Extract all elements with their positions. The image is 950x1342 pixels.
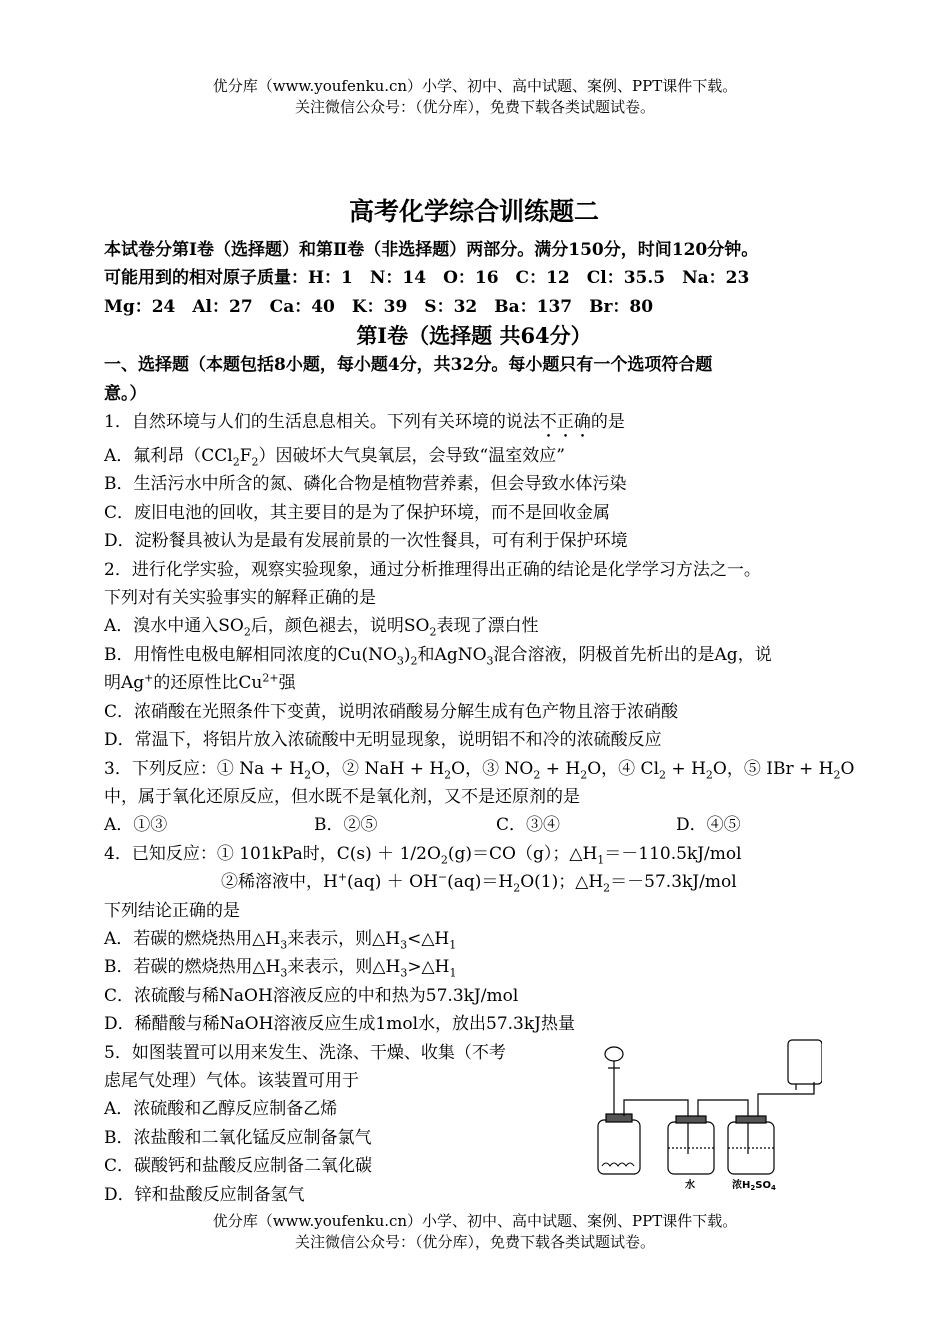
q1-option-b: B．生活污水中所含的氮、磷化合物是植物营养素，但会导致水体污染 — [104, 474, 627, 495]
q1-option-d: D．淀粉餐具被认为是最有发展前景的一次性餐具，可有利于保护环境 — [104, 531, 628, 552]
section-title: 第Ⅰ卷（选择题 共64分） — [356, 323, 592, 349]
q1-option-a: A．氟利昂$(CCl_2F_2)$因破坏大气臭氧层，会导致“温室效应” — [104, 446, 565, 469]
q1-stem: 1．自然环境与人们的生活息息相关。下列有关环境的说法不正确的是 — [104, 412, 625, 433]
q4-option-d: D．稀醋酸与稀NaOH溶液反应生成1mol水，放出57.3kJ热量 — [104, 1014, 575, 1035]
q4-stem-3: 下列结论正确的是 — [104, 900, 240, 921]
q3-option-b: B．②⑤ — [314, 815, 378, 836]
q4-option-b: B．若碳的燃烧热用$\triangle H_3$来表示，则$\triangle H_3>\triangle H_1$ — [104, 957, 457, 980]
q4-option-c: C．浓硫酸与稀NaOH溶液反应的中和热为57.3kJ/mol — [104, 985, 519, 1006]
page-footer — [0, 1211, 950, 1253]
header-line-1: 优分库（www.youfenku.cn）小学、初中、高中试题、案例、PPT课件下载。 — [212, 77, 738, 95]
q4-stem-1: 4．已知反应：① 101kPa时，$C(s) + 1/2O_2(g)=CO(g)$；$\triangle H_1=-110.5kJ$/mol — [104, 843, 742, 867]
q3-options — [104, 811, 844, 839]
part-heading-2: 意。） — [104, 383, 147, 404]
q3-option-d: D．④⑤ — [676, 815, 741, 836]
q2-stem-1: 2．进行化学实验，观察实验现象，通过分析推理得出正确的结论是化学学习方法之一。 — [104, 559, 761, 580]
q5-stem-2: 虑尾气处理）气体。该装置可用于 — [104, 1070, 359, 1091]
q3-option-c: C．③④ — [496, 815, 561, 836]
apparatus-figure — [592, 1036, 822, 1196]
label-conc-acid: 浓$H_2SO_4$ — [732, 1180, 776, 1192]
q3-stem-1: 3．下列反应：① $Na + H_2O$，② NaH + $H_2O$，③ $NO_2 + H_2O$，④ $Cl_2 + H_2O$，⑤ IBr + $H_2O$ — [104, 758, 855, 781]
q5-option-a: A．浓硫酸和乙醇反应制备乙烯 — [104, 1099, 338, 1120]
q3-option-a: A．①③ — [104, 815, 168, 836]
q5-option-b: B．浓盐酸和二氧化锰反应制备氯气 — [104, 1127, 372, 1148]
q2-option-a: A．溴水中通入$SO_2$后，颜色褪去，说明$SO_2$表现了漂白性 — [104, 616, 539, 639]
q5-option-d: D．锌和盐酸反应制备氢气 — [104, 1184, 305, 1205]
q5-option-c: C．碳酸钙和盐酸反应制备二氧化碳 — [104, 1156, 373, 1177]
part-heading-1: 一、选择题（本题包括8小题，每小题4分，共32分。每小题只有一个选项符合题 — [104, 355, 713, 376]
q1-option-c: C．废旧电池的回收，其主要目的是为了保护环境，而不是回收金属 — [104, 502, 611, 523]
funnel-bulb — [605, 1047, 623, 1061]
q2-option-d: D．常温下，将铝片放入浓硫酸中无明显现象，说明铝不和冷的浓硫酸反应 — [104, 730, 662, 751]
emphasis-text: 不正确 — [539, 412, 591, 433]
footer-line-2: 关注微信公众号：（优分库），免费下载各类试题试卷。 — [294, 1233, 655, 1251]
header-line-2: 关注微信公众号：（优分库），免费下载各类试题试卷。 — [294, 98, 655, 116]
page-header — [0, 76, 950, 118]
intro-line-3: Mg：24 Al：27 Ca：40 K：39 S：32 Ba：137 Br：80 — [104, 296, 654, 317]
q5-stem-1: 5．如图装置可以用来发生、洗涤、干燥、收集（不考 — [104, 1042, 506, 1063]
q2-option-b-cont: 明Ag+的还原性比$Cu^{2+}$强 — [104, 671, 296, 694]
q4-option-a: A．若碳的燃烧热用$\triangle H_3$来表示，则$\triangle H_3<\triangle H_1$ — [104, 928, 457, 952]
intro-line-2: 可能用到的相对原子质量：H：1 N：14 O：16 C：12 Cl：35.5 Na：23 — [104, 268, 750, 289]
q2-option-c: C．浓硝酸在光照条件下变黄，说明浓硝酸易分解生成有色产物且溶于浓硝酸 — [104, 701, 679, 722]
footer-line-1: 优分库（www.youfenku.cn）小学、初中、高中试题、案例、PPT课件下载。 — [212, 1212, 738, 1230]
q3-stem-2: 中，属于氧化还原反应，但水既不是氧化剂，又不是还原剂的是 — [104, 786, 580, 807]
drying-bottle — [728, 1122, 774, 1174]
q2-stem-2: 下列对有关实验事实的解释正确的是 — [104, 588, 376, 609]
intro-line-1: 本试卷分第Ⅰ卷（选择题）和第Ⅱ卷（非选择题）两部分。满分150分，时间120分钟。 — [104, 240, 759, 260]
q2-option-b: B．用惰性电极电解相同浓度的$Cu(NO_3)_2$和AgNO$_3$混合溶液，阴极首先析出的是Ag，说 — [104, 644, 772, 668]
label-water: 水 — [685, 1180, 695, 1191]
page-title: 高考化学综合训练题二 — [348, 197, 599, 226]
collection-bottle — [788, 1040, 822, 1084]
q4-stem-2: ②稀溶液中，$H^+(aq) + OH^-(aq)=H_2O(1)$；$\triangle H_2=-57.3kJ$/mol — [221, 870, 737, 895]
wash-bottle — [668, 1122, 714, 1174]
